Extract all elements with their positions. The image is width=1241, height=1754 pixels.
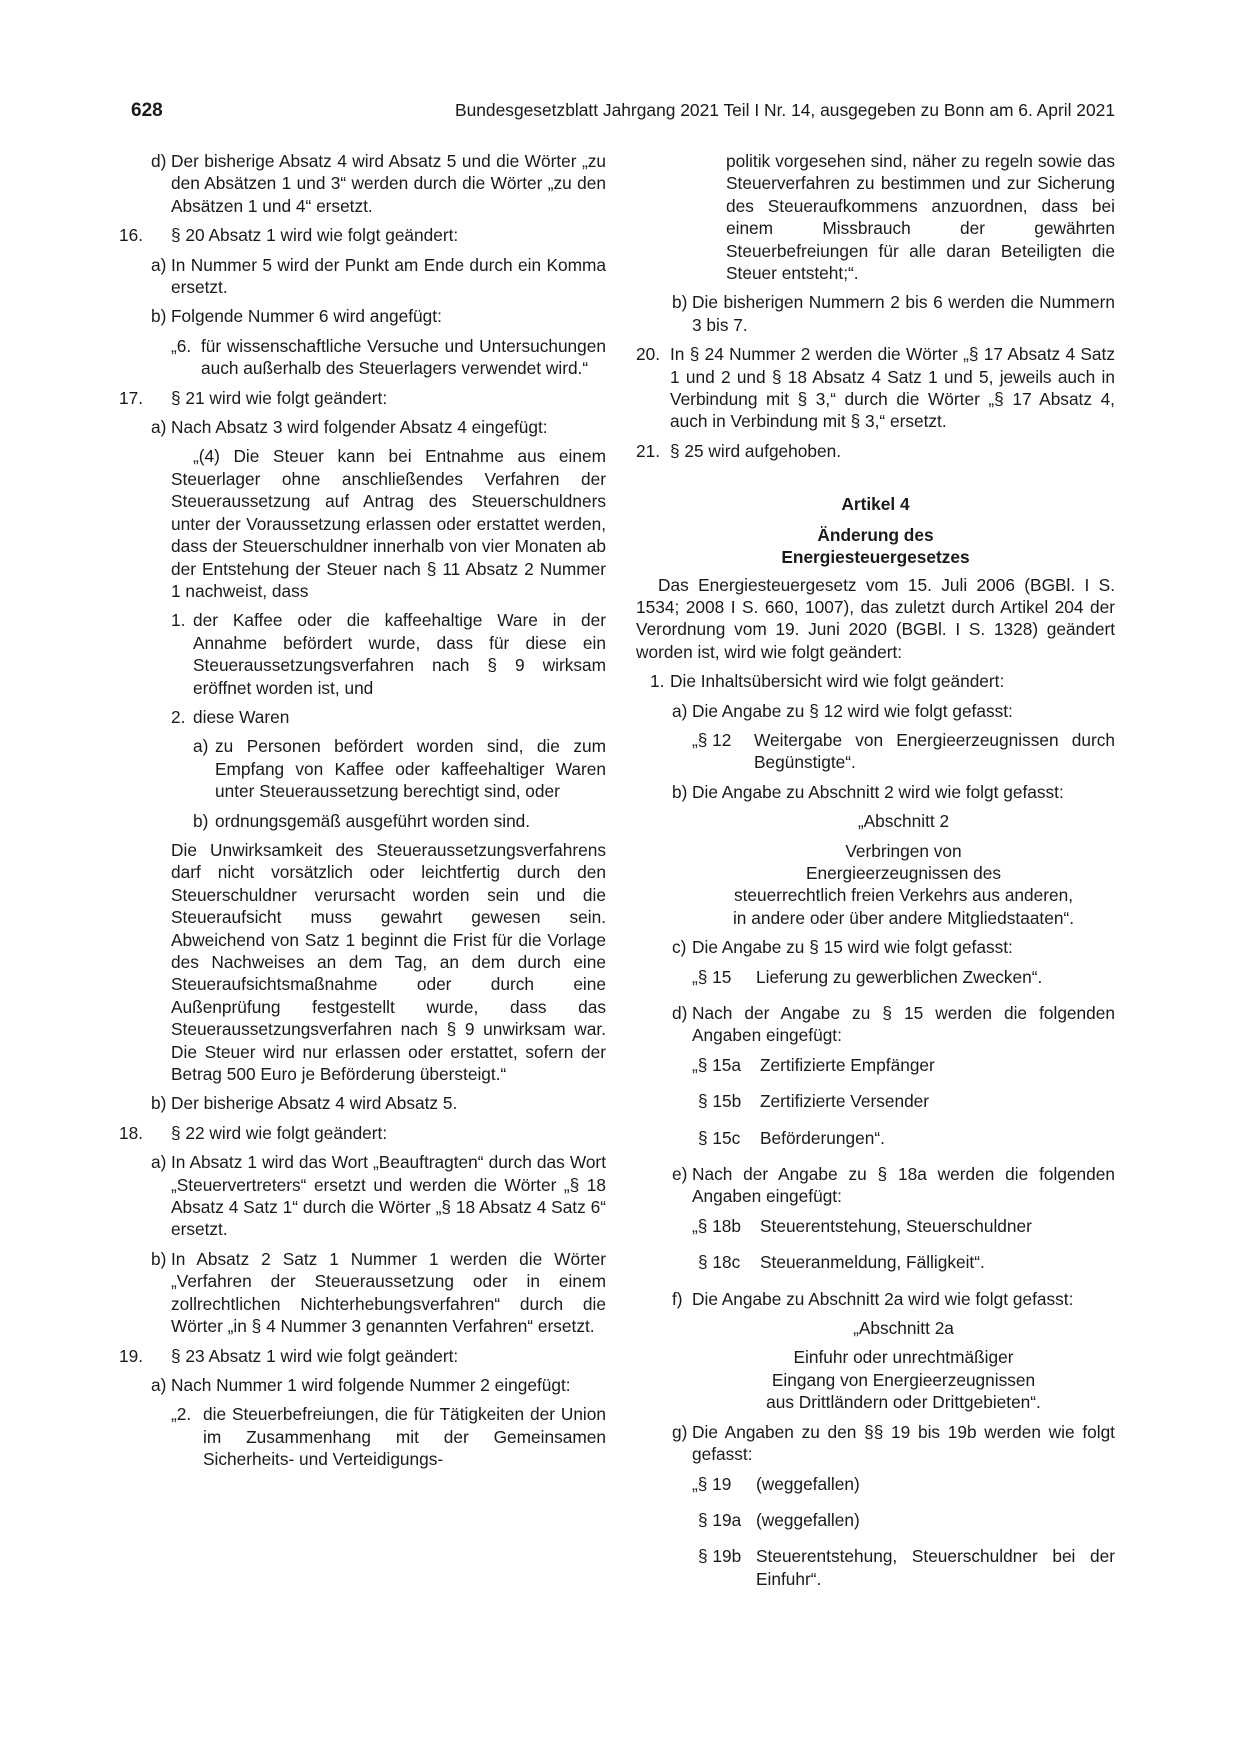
quote-17a-1: 1. der Kaffee oder die kaffeehaltige Ware in der Annahme befördert wurde, dass für diese ein Steueraussetzungsverfahren nach § 9 wirksam eröffnet worden ist, und (171, 610, 606, 698)
right-column (636, 150, 1115, 1604)
quote-17a-2: 2. diese Waren (171, 706, 290, 727)
quote-1d-15c: § 15c Beförderungen“. (698, 1127, 885, 1148)
article-subtitle-2: Energiesteuergesetzes (781, 547, 970, 568)
quote-1g-19a: § 19a (weggefallen) (698, 1509, 860, 1530)
quote-1d-15a: „§ 15a Zertifizierte Empfänger (692, 1054, 935, 1075)
page-number: 628 (131, 100, 163, 121)
item-1e: e) Nach der Angabe zu § 18a werden die folgenden Angaben eingefügt: (672, 1164, 1115, 1207)
item-16: 16. § 20 Absatz 1 wird wie folgt geändert: (119, 225, 459, 246)
item-18b: b) In Absatz 2 Satz 1 Nummer 1 werden die Wörter „Verfahren der Steueraussetzung oder in einem zollrechtlichen Nichterhebungsverfahren“ durch die Wörter „in § 4 Nummer 3 genannten Verfahren“ ersetzt. (151, 1248, 606, 1337)
item-16b: b) Folgende Nummer 6 wird angefügt: (151, 306, 442, 327)
left-column (119, 150, 606, 1478)
quote-1f: „Abschnitt 2a Einfuhr oder unrechtmäßiger Eingang von Energieerzeugnissen aus Drittländern oder Drittgebieten“. (766, 1318, 1041, 1413)
item-18a: a) In Absatz 1 wird das Wort „Beauftragten“ durch das Wort „Steuervertreters“ ersetzt und werden die Wörter „§ 18 Absatz 4 Satz 1“ durch die Wörter „§ 18 Absatz 4 Satz 6“ ersetzt. (151, 1152, 606, 1240)
quote-1e-18b: „§ 18b Steuerentstehung, Steuerschuldner (692, 1215, 1032, 1236)
quote-19a-continued: politik vorgesehen sind, näher zu regeln sowie das Steuerverfahren zu bestimmen und zur Sicherung des Steueraufkommens anzuordnen, dass bei einem Missbrauch der gewährten Steuerbefreiungen für alle daran Beteiligten die Steuer entsteht;“. (726, 151, 1115, 284)
item-d: d) Der bisherige Absatz 4 wird Absatz 5 und die Wörter „zu den Absätzen 1 und 3“ werden durch die Wörter „zu den Absätzen 1 und 4“ ersetzt. (151, 151, 606, 216)
item-17: 17. § 21 wird wie folgt geändert: (119, 387, 388, 408)
item-1c: c) Die Angabe zu § 15 wird wie folgt gefasst: (672, 937, 1013, 958)
quote-17a-tail: Die Unwirksamkeit des Steueraussetzungsverfahrens darf nicht vorsätzlich oder leichtfertig durch den Steuerschuldner verursacht worden sein und die Steueraufsicht muss gewahrt gewesen sein. Abweichend von Satz 1 beginnt die Frist für die Vorlage des Nachweises an dem Tag, an dem durch eine Steueraufsichtsmaßnahme oder durch eine Außenprüfung festgestellt wurde, dass das Steueraussetzungsverfahren nach § 9 unwirksam war. Die Steuer wird nur erlassen oder erstattet, sofern der Betrag 500 Euro je Beförderung übersteigt.“ (171, 839, 606, 1085)
item-16a: a) In Nummer 5 wird der Punkt am Ende durch ein Komma ersetzt. (151, 254, 606, 298)
item-17b: b) Der bisherige Absatz 4 wird Absatz 5. (151, 1093, 458, 1114)
quote-17a: „(4) Die Steuer kann bei Entnahme aus einem Steuerlager ohne anschließendes Verfahren der Steueraussetzung auf Antrag des Steuerschuldners unter der Voraussetzung erlassen oder erstattet werden, dass der Steuerschuldner innerhalb von vier Monaten ab der Entstehung der Steuer nach § 11 Absatz 2 Nummer 1 nachweist, dass (171, 446, 606, 601)
item-19a: a) Nach Nummer 1 wird folgende Nummer 2 eingefügt: (151, 1374, 571, 1395)
item-1b: b) Die Angabe zu Abschnitt 2 wird wie folgt gefasst: (672, 781, 1064, 802)
quote-17a-2b: b) ordnungsgemäß ausgeführt worden sind. (193, 810, 531, 831)
quote-16b: „6. für wissenschaftliche Versuche und Untersuchungen auch außerhalb des Steuerlagers verwendet wird.“ (171, 335, 606, 379)
item-20: 20. In § 24 Nummer 2 werden die Wörter „§ 17 Absatz 4 Satz 1 und 2 und § 18 Absatz 4 Satz 1 und 5, jeweils auch in Verbindung mit § 3,“ durch die Wörter „§ 17 Absatz 4, auch in Verbindung mit § 3,“ ersetzt. (636, 344, 1115, 432)
article-subtitle-1: Änderung des (817, 524, 934, 545)
gazette-title: Bundesgesetzblatt Jahrgang 2021 Teil I Nr. 14, ausgegeben zu Bonn am 6. April 2021 (454, 100, 1115, 120)
item-19b: b) Die bisherigen Nummern 2 bis 6 werden die Nummern 3 bis 7. (672, 292, 1115, 335)
quote-19a: „2. die Steuerbefreiungen, die für Tätigkeiten der Union im Zusammenhang mit der Gemeinsamen Sicherheits- und Verteidigungs- (171, 1404, 606, 1470)
item-19: 19. § 23 Absatz 1 wird wie folgt geändert: (119, 1345, 459, 1366)
quote-1a: „§ 12 Weitergabe von Energieerzeugnissen durch Begünstigte“. (692, 729, 1115, 773)
page-header (131, 100, 1115, 126)
quote-1d-15b: § 15b Zertifizierte Versender (698, 1091, 930, 1112)
quote-1g-19b: § 19b Steuerentstehung, Steuerschuldner bei der Einfuhr“. (698, 1546, 1115, 1589)
quote-1g-19: „§ 19 (weggefallen) (692, 1473, 860, 1494)
item-21: 21. § 25 wird aufgehoben. (636, 440, 842, 461)
article-intro: Das Energiesteuergesetz vom 15. Juli 2006 (BGBl. I S. 1534; 2008 I S. 660, 1007), das zuletzt durch Artikel 204 der Verordnung vom 19. Juni 2020 (BGBl. I S. 1328) geändert worden ist, wird wie folgt geändert: (636, 574, 1115, 662)
quote-1b: „Abschnitt 2 Verbringen von Energieerzeugnissen des steuerrechtlich freien Verkehrs aus anderen, in andere oder über andere Mitgliedstaaten“. (732, 811, 1075, 928)
quote-1e-18c: § 18c Steueranmeldung, Fälligkeit“. (698, 1252, 985, 1273)
article-title: Artikel 4 (841, 494, 910, 515)
quote-1c: „§ 15 Lieferung zu gewerblichen Zwecken“. (692, 966, 1043, 987)
item-18: 18. § 22 wird wie folgt geändert: (119, 1122, 388, 1143)
item-1: 1. Die Inhaltsübersicht wird wie folgt geändert: (650, 671, 1005, 692)
item-1a: a) Die Angabe zu § 12 wird wie folgt gefasst: (672, 700, 1013, 721)
item-1d: d) Nach der Angabe zu § 15 werden die folgenden Angaben eingefügt: (672, 1003, 1115, 1046)
item-1g: g) Die Angaben zu den §§ 19 bis 19b werden wie folgt gefasst: (672, 1421, 1115, 1465)
item-17a: a) Nach Absatz 3 wird folgender Absatz 4 eingefügt: (151, 417, 548, 438)
item-1f: f) Die Angabe zu Abschnitt 2a wird wie folgt gefasst: (672, 1288, 1074, 1309)
quote-17a-2a: a) zu Personen befördert worden sind, die zum Empfang von Kaffee oder kaffeehaltiger Waren unter Steueraussetzung berechtigt sind, oder (193, 736, 606, 802)
